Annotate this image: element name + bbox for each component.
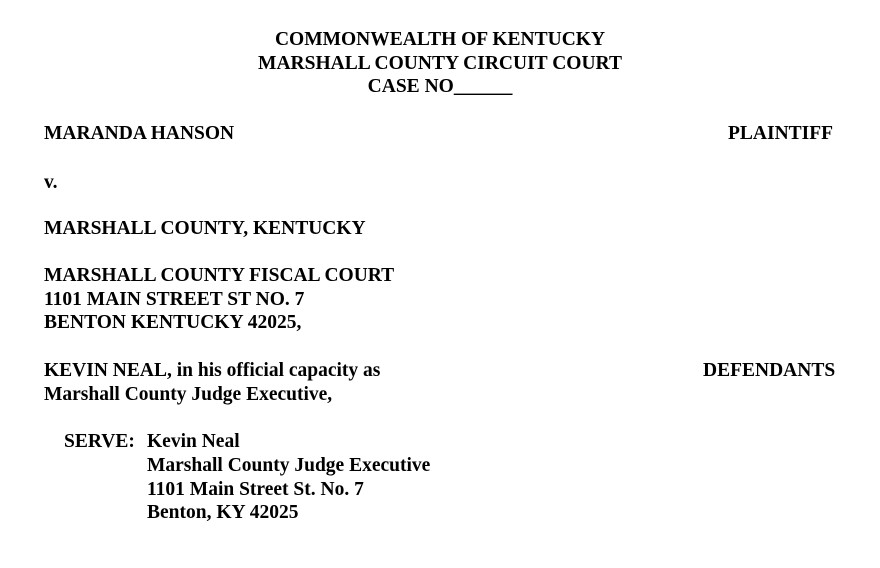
defendants-label: DEFENDANTS bbox=[703, 360, 836, 381]
defendant-judge-executive-title: Marshall County Judge Executive, bbox=[44, 384, 333, 405]
defendant-fiscal-court-city: BENTON KENTUCKY 42025, bbox=[44, 312, 302, 333]
defendant-fiscal-court-address: 1101 MAIN STREET ST NO. 7 bbox=[44, 289, 305, 310]
defendant-judge-executive: KEVIN NEAL, in his official capacity as bbox=[44, 360, 381, 381]
defendant-fiscal-court: MARSHALL COUNTY FISCAL COURT bbox=[44, 265, 395, 286]
case-number: CASE NO______ bbox=[367, 76, 513, 97]
serve-line-street: 1101 Main Street St. No. 7 bbox=[147, 479, 364, 500]
versus-label: v. bbox=[44, 172, 58, 193]
serve-line-name: Kevin Neal bbox=[147, 431, 240, 452]
court-header-line-2: MARSHALL COUNTY CIRCUIT COURT bbox=[258, 53, 622, 74]
defendant-county: MARSHALL COUNTY, KENTUCKY bbox=[44, 218, 366, 239]
serve-line-city: Benton, KY 42025 bbox=[147, 502, 299, 523]
serve-label: SERVE: bbox=[64, 431, 135, 452]
plaintiff-label: PLAINTIFF bbox=[728, 123, 834, 144]
court-header-line-1: COMMONWEALTH OF KENTUCKY bbox=[274, 29, 606, 50]
serve-line-title: Marshall County Judge Executive bbox=[147, 455, 431, 476]
plaintiff-name: MARANDA HANSON bbox=[44, 123, 235, 144]
